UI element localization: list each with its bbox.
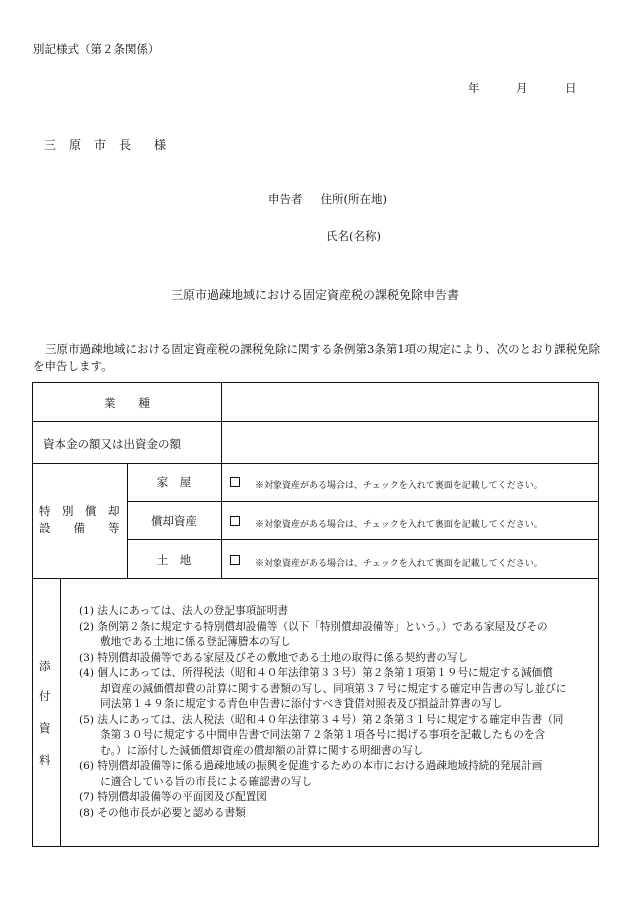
equipment-label-line2: 設 備 等 xyxy=(39,521,120,535)
depreciable-asset-checkbox[interactable] xyxy=(230,516,240,526)
attachment-line: 同法第１４９条に規定する青色申告書に添付すべき貸借対照表及び損益計算書の写し xyxy=(79,698,503,710)
equipment-row-label: 償却資産 xyxy=(151,514,197,528)
house-checkbox[interactable] xyxy=(230,477,240,487)
equipment-row-label: 土 地 xyxy=(156,553,192,567)
addressee xyxy=(44,136,179,153)
applicant xyxy=(268,191,387,207)
row-divider xyxy=(33,421,598,422)
row-divider xyxy=(127,539,598,540)
date-year: 年 xyxy=(468,81,480,95)
application-table xyxy=(32,382,599,847)
attachment-line: 敷地である土地に係る登記簿謄本の写し xyxy=(79,636,291,648)
col-divider xyxy=(60,578,61,846)
name-label: 氏名(名称) xyxy=(326,229,381,243)
attachment-line: (7) 特別償却設備等の平面図及び配置図 xyxy=(79,791,267,803)
attachment-line: (3) 特別償却設備等である家屋及びその敷地である土地の取得に係る契約書の写し xyxy=(79,652,469,664)
applicant-label: 申告者 xyxy=(268,192,303,206)
attachment-line: 却資産の減価償却費の計算に関する書類の写し、同項第３７号に規定する確定申告書の写し並びに xyxy=(79,683,567,695)
attachment-line: (2) 条例第２条に規定する特別償却設備等（以下「特別償却設備等」という。）である家屋及びその xyxy=(79,621,548,633)
date-month: 月 xyxy=(516,81,528,95)
equipment-label-line1: 特 別 償 却 xyxy=(39,504,120,518)
row-divider xyxy=(33,578,598,579)
attachment-line: (1) 法人にあっては、法人の登記事項証明書 xyxy=(79,605,288,617)
row-divider xyxy=(127,501,598,502)
land-checkbox[interactable] xyxy=(230,555,240,565)
date-day: 日 xyxy=(565,81,577,95)
capital-label: 資本金の額又は出資金の額 xyxy=(43,437,181,451)
equipment-note: ※対象資産がある場合は、チェックを入れて裏面を記載してください。 xyxy=(255,559,543,569)
attachment-line: む。）に添付した減価償却資産の償却額の計算に関する明細書の写し xyxy=(79,745,424,757)
document-title: 三原市過疎地域における固定資産税の課税免除申告書 xyxy=(170,288,459,302)
attachments-label-char: 付 xyxy=(39,689,51,703)
equipment-row-label: 家 屋 xyxy=(156,475,192,489)
col-divider xyxy=(221,383,222,578)
attachment-line: (4) 個人にあっては、所得税法（昭和４０年法律第３３号）第２条第１項第１９号に規定する減価償 xyxy=(79,667,553,679)
attachment-line: (8) その他市長が必要と認める書類 xyxy=(79,807,246,819)
intro-paragraph: 三原市過疎地域における固定資産税の課税免除に関する条例第3条第1項の規定により、次のとおり課税免除を申告します。 xyxy=(33,342,601,373)
addressee-honorific: 様 xyxy=(154,138,180,152)
attachment-line: (5) 法人にあっては、法人税法（昭和４０年法律第３４号）第２条第３１号に規定する確定申告書（同 xyxy=(79,714,564,726)
attachment-line: (6) 特別償却設備等に係る過疎地域の振興を促進するための本市における過疎地域持続的発展計画 xyxy=(79,760,543,772)
attachments-label-char: 添 xyxy=(39,659,51,673)
capital-field[interactable] xyxy=(223,423,595,461)
address-label: 住所(所在地) xyxy=(320,192,387,206)
attachments-label-char: 資 xyxy=(39,721,51,735)
row-divider xyxy=(33,463,598,464)
attachment-line: 条第３０号に規定する中間申告書で同法第７２条第１項各号に掲げる事項を記載したものを含 xyxy=(79,729,546,741)
attachments-label-char: 料 xyxy=(39,753,51,767)
form-label: 別記様式（第２条関係） xyxy=(33,42,160,56)
addressee-name: 三原市長 xyxy=(44,138,145,152)
business-type-label: 業 種 xyxy=(104,396,150,410)
business-type-field[interactable] xyxy=(223,385,595,419)
equipment-note: ※対象資産がある場合は、チェックを入れて裏面を記載してください。 xyxy=(255,481,543,491)
attachment-line: に適合している旨の市長による確認書の写し xyxy=(79,776,313,788)
equipment-note: ※対象資産がある場合は、チェックを入れて裏面を記載してください。 xyxy=(255,520,543,530)
